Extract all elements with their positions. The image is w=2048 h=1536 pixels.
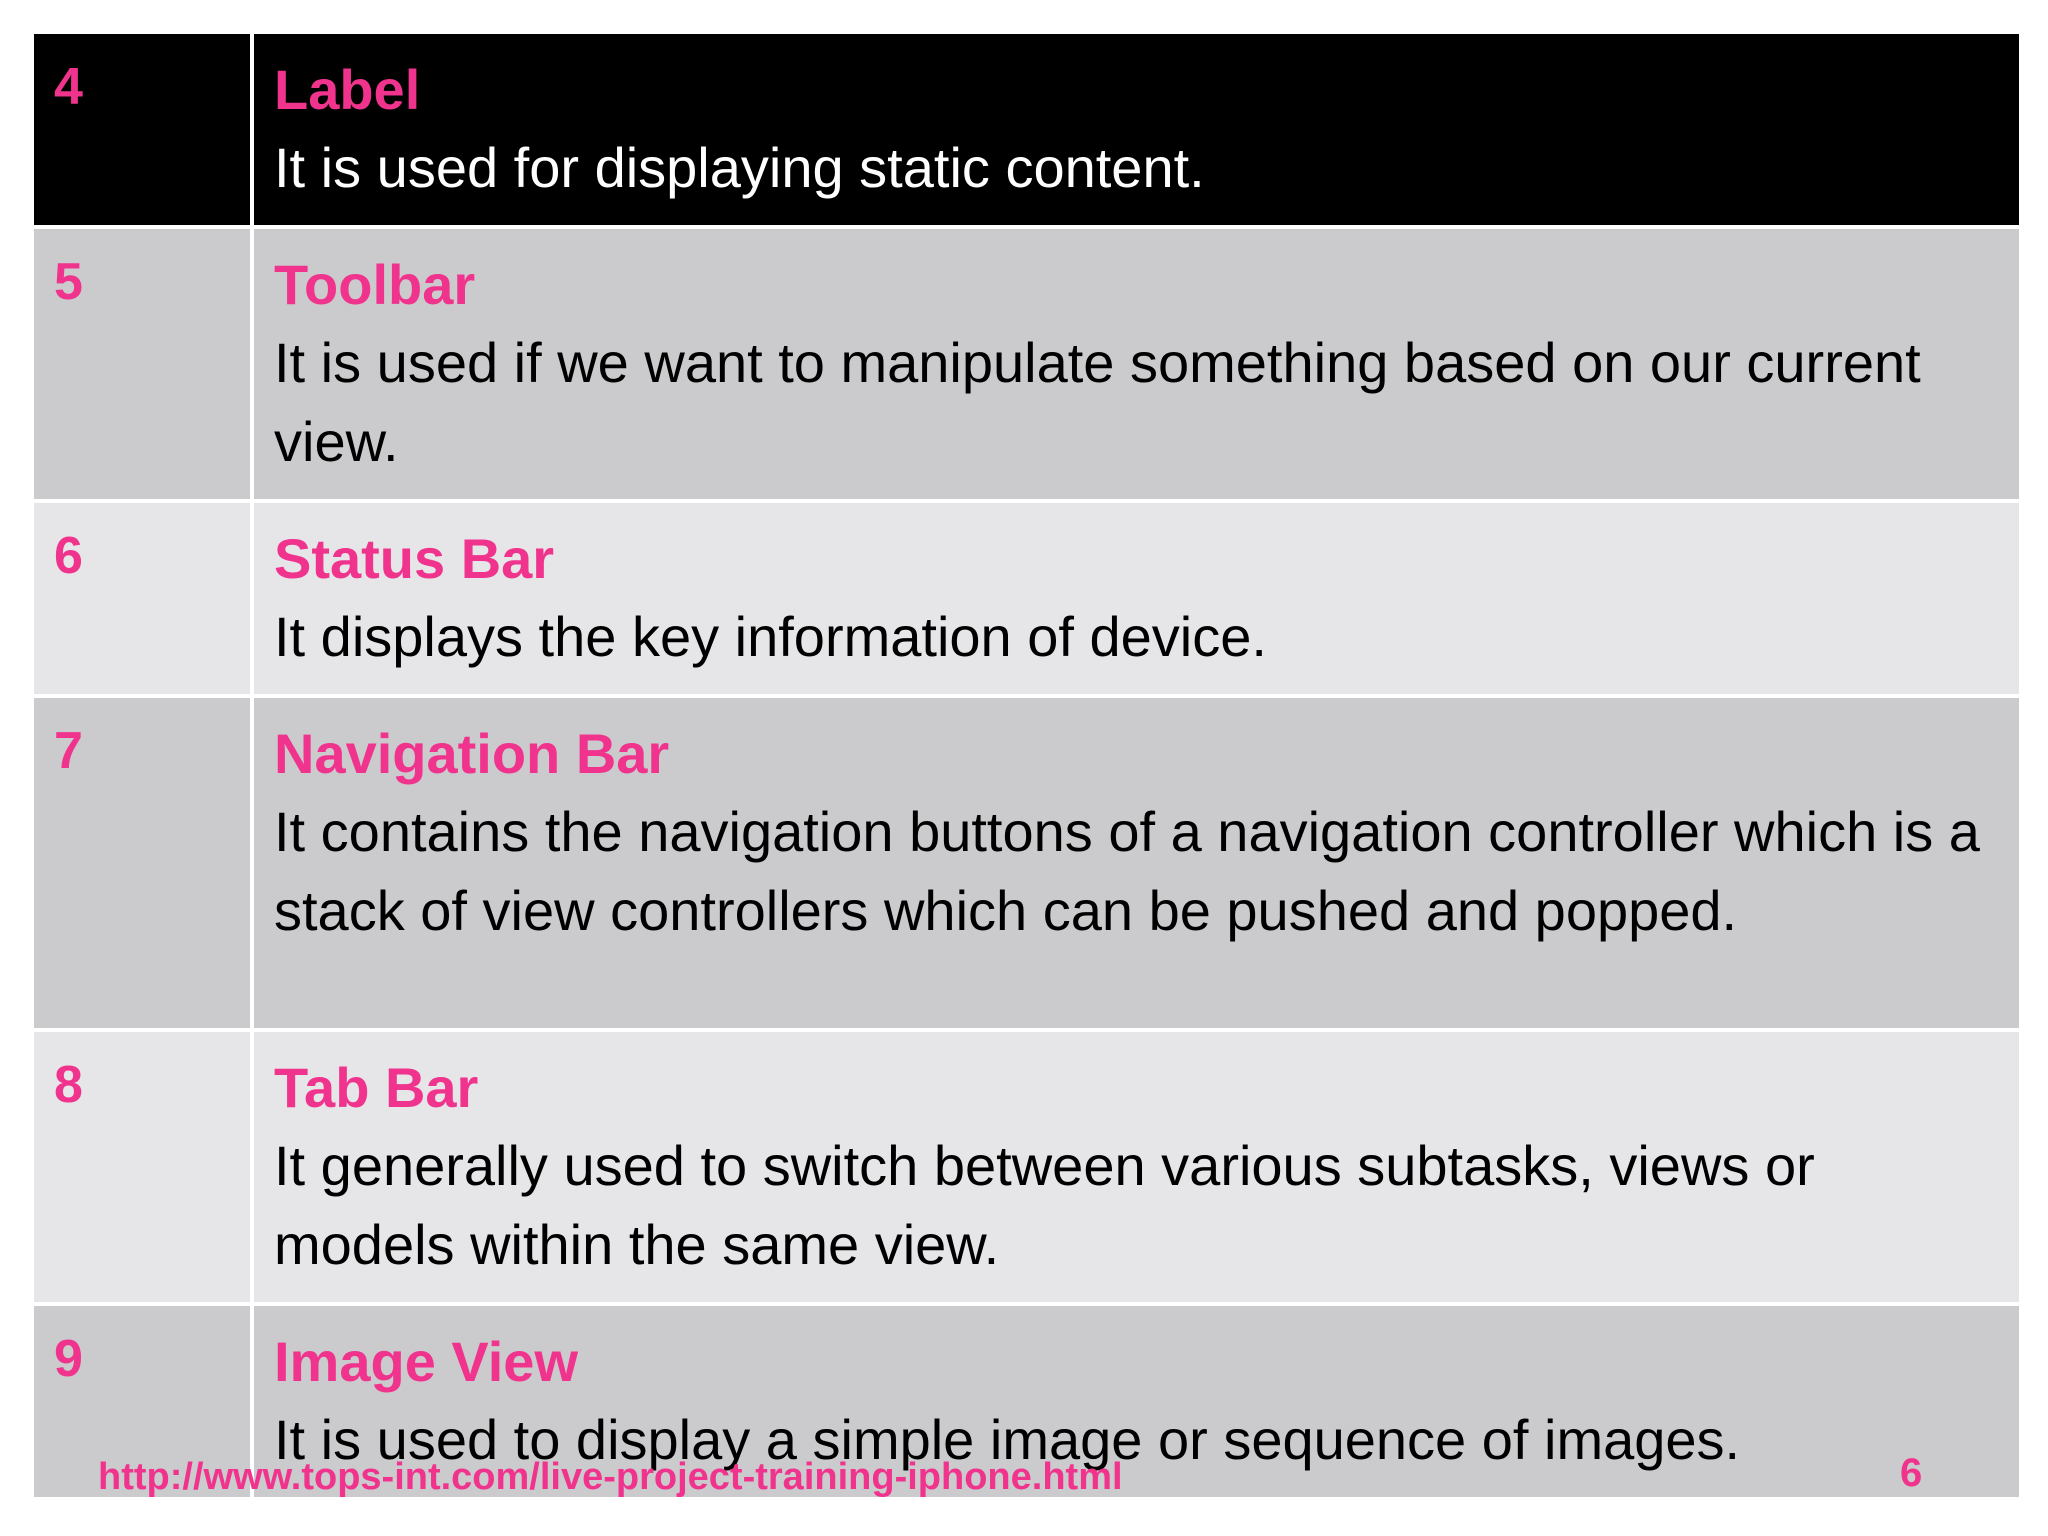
- row-number: 9: [54, 1330, 83, 1388]
- row-description: It generally used to switch between various subtasks, views or models within the same view.: [274, 1134, 1815, 1276]
- row-title: Image View: [274, 1330, 579, 1393]
- row-number: 8: [54, 1056, 83, 1114]
- table-row: [34, 34, 2019, 227]
- row-title: Toolbar: [274, 253, 476, 316]
- page-number: 6: [1900, 1451, 1923, 1495]
- row-number-cell: [34, 696, 252, 1030]
- row-number: 6: [54, 527, 83, 585]
- row-content-cell: [252, 696, 2019, 1030]
- table-row: [34, 1030, 2019, 1304]
- row-number: 4: [54, 58, 83, 116]
- row-title: Tab Bar: [274, 1056, 479, 1119]
- footer-url-link[interactable]: http://www.tops-int.com/live-project-training-iphone.html: [98, 1456, 1123, 1498]
- row-number-cell: [34, 34, 252, 227]
- row-title: Navigation Bar: [274, 722, 670, 785]
- row-number: 5: [54, 253, 83, 311]
- row-content-cell: [252, 1030, 2019, 1304]
- row-content-cell: [252, 34, 2019, 227]
- row-description: It is used to display a simple image or sequence of images.: [274, 1408, 1741, 1471]
- row-number-cell: [34, 227, 252, 501]
- table-row: [34, 227, 2019, 501]
- ui-elements-table: [34, 34, 2019, 1501]
- row-number: 7: [54, 722, 83, 780]
- row-description: It contains the navigation buttons of a navigation controller which is a stack of view controllers which can be pushed and popped.: [274, 800, 1980, 942]
- row-description: It is used for displaying static content.: [274, 136, 1205, 199]
- row-description: It displays the key information of device.: [274, 605, 1267, 668]
- row-number-cell: [34, 501, 252, 696]
- row-number-cell: [34, 1030, 252, 1304]
- row-content-cell: [252, 227, 2019, 501]
- row-title: Status Bar: [274, 527, 555, 590]
- table-row: [34, 696, 2019, 1030]
- row-description: It is used if we want to manipulate something based on our current view.: [274, 331, 1921, 473]
- table-row: [34, 501, 2019, 696]
- row-title: Label: [274, 58, 421, 121]
- row-content-cell: [252, 501, 2019, 696]
